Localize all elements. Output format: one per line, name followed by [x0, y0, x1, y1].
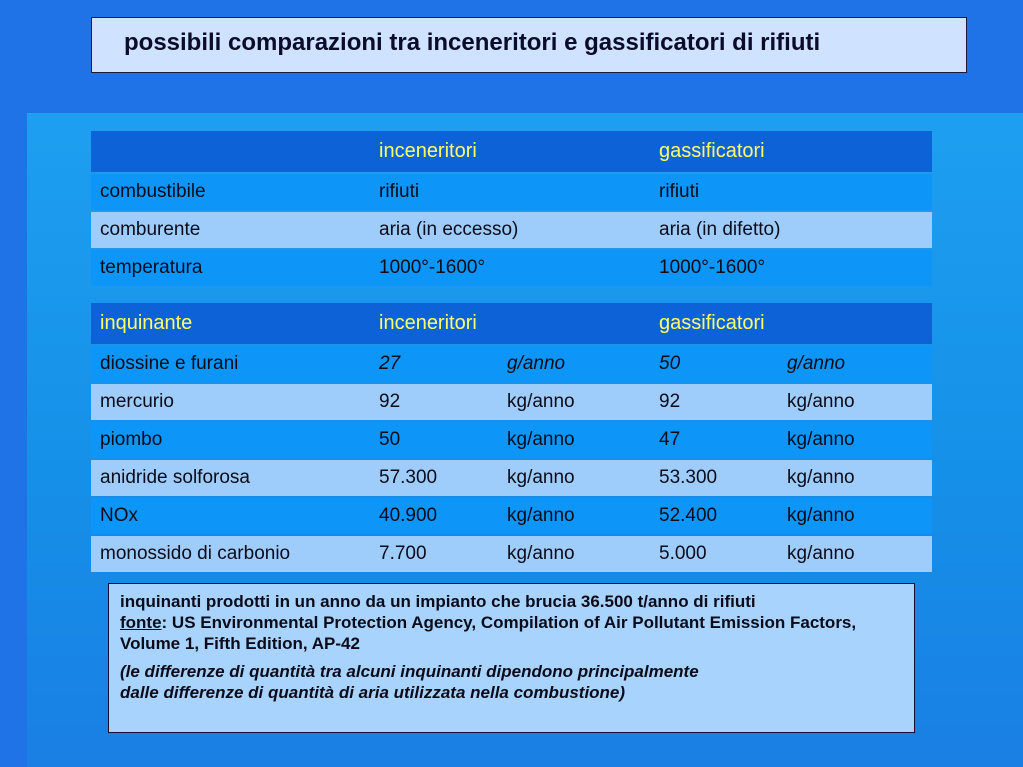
unit: kg/anno [787, 467, 855, 488]
value: 47 [659, 429, 681, 450]
unit: kg/anno [507, 467, 575, 488]
remark-line-2: dalle differenze di quantità di aria utilizzata nella combustione) [120, 683, 626, 702]
cell-inceneritori [370, 346, 650, 382]
cell-inceneritori [370, 498, 650, 534]
value: 57.300 [379, 467, 438, 488]
header-cell-inquinante: inquinante [91, 303, 370, 344]
source-note-box [108, 583, 915, 733]
table-row [91, 384, 932, 420]
unit: kg/anno [507, 505, 575, 526]
row-label: temperatura [91, 250, 370, 286]
cell-inceneritori [370, 422, 650, 458]
page-title: possibili comparazioni tra inceneritori e gassificatori di rifiuti [124, 29, 821, 56]
source-label: fonte [120, 613, 162, 632]
value: 27 [379, 353, 401, 374]
value: 40.900 [379, 505, 438, 526]
cell-gassificatori: 1000°-1600° [650, 250, 932, 286]
value: 92 [379, 391, 401, 412]
unit: g/anno [507, 353, 566, 374]
row-label: piombo [91, 422, 370, 458]
value: 50 [659, 353, 681, 374]
cell-inceneritori: rifiuti [370, 174, 650, 210]
row-label: anidride solforosa [91, 460, 370, 496]
source-line [120, 612, 903, 654]
remark-line-1: (le differenze di quantità tra alcuni inquinanti dipendono principalmente [120, 662, 699, 681]
table-row [91, 174, 932, 210]
value: 5.000 [659, 543, 707, 564]
cell-inceneritori: 1000°-1600° [370, 250, 650, 286]
unit: kg/anno [787, 543, 855, 564]
cell-inceneritori: aria (in eccesso) [370, 212, 650, 248]
unit: kg/anno [507, 391, 575, 412]
cell-gassificatori [650, 346, 932, 382]
row-label: mercurio [91, 384, 370, 420]
row-label: combustibile [91, 174, 370, 210]
cell-gassificatori: aria (in difetto) [650, 212, 932, 248]
unit: g/anno [787, 353, 846, 374]
row-label: comburente [91, 212, 370, 248]
title-box [91, 17, 967, 73]
row-label: monossido di carbonio [91, 536, 370, 572]
header-cell-inceneritori: inceneritori [370, 131, 650, 172]
header-cell-gassificatori: gassificatori [650, 303, 932, 344]
table-row [91, 346, 932, 382]
unit: kg/anno [787, 429, 855, 450]
cell-gassificatori: rifiuti [650, 174, 932, 210]
cell-gassificatori [650, 384, 932, 420]
value: 52.400 [659, 505, 718, 526]
unit: kg/anno [787, 391, 855, 412]
cell-inceneritori [370, 460, 650, 496]
remark-line [120, 661, 903, 703]
cell-gassificatori [650, 460, 932, 496]
row-label: diossine e furani [91, 346, 370, 382]
value: 7.700 [379, 543, 427, 564]
header-cell-gassificatori: gassificatori [650, 131, 932, 172]
comparison-table [91, 129, 932, 288]
value: 50 [379, 429, 401, 450]
table-header-row [91, 131, 932, 172]
table-row [91, 536, 932, 572]
table-row [91, 422, 932, 458]
cell-gassificatori [650, 422, 932, 458]
table-row [91, 498, 932, 534]
unit: kg/anno [507, 543, 575, 564]
unit: kg/anno [507, 429, 575, 450]
header-cell-inceneritori: inceneritori [370, 303, 650, 344]
note-line: inquinanti prodotti in un anno da un impianto che brucia 36.500 t/anno di rifiuti [120, 592, 756, 611]
table-row [91, 460, 932, 496]
unit: kg/anno [787, 505, 855, 526]
table-header-row [91, 303, 932, 344]
cell-inceneritori [370, 536, 650, 572]
header-cell-empty [91, 131, 370, 172]
cell-inceneritori [370, 384, 650, 420]
cell-gassificatori [650, 498, 932, 534]
source-text: : US Environmental Protection Agency, Compilation of Air Pollutant Emission Factors, Volume 1, Fifth Edition, AP-42 [120, 613, 857, 653]
value: 53.300 [659, 467, 718, 488]
table-row [91, 250, 932, 286]
value: 92 [659, 391, 681, 412]
pollutant-table [91, 301, 932, 574]
cell-gassificatori [650, 536, 932, 572]
row-label: NOx [91, 498, 370, 534]
table-row [91, 212, 932, 248]
